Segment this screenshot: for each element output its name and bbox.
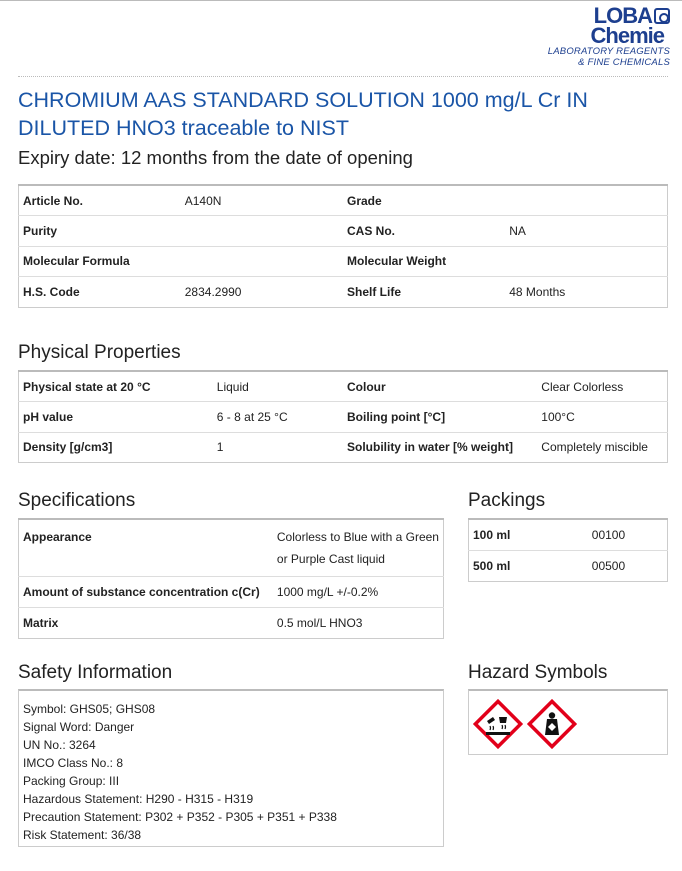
safety-line: IMCO Class No.: 8	[23, 756, 124, 770]
company-logo[interactable]	[510, 3, 670, 72]
property-value: Liquid	[216, 379, 249, 394]
logo-tagline1: LABORATORY REAGENTS	[547, 46, 670, 57]
specifications-heading: Specifications	[18, 490, 136, 511]
info-label: Purity	[19, 216, 181, 247]
table-row	[19, 577, 444, 608]
specifications-table	[18, 518, 444, 639]
info-label: Article No.	[23, 193, 84, 208]
table-row	[19, 519, 444, 577]
property-label: Boiling point [°C]	[343, 402, 537, 433]
corrosion-icon	[473, 699, 523, 749]
physical-properties-table	[18, 370, 668, 463]
table-row	[19, 277, 668, 308]
info-value	[181, 216, 343, 247]
info-value	[505, 185, 667, 216]
pack-size: 500 ml	[469, 550, 588, 581]
info-value: 48 Months	[505, 277, 667, 308]
property-label: Density [g/cm3]	[19, 432, 213, 463]
pack-size: 100 ml	[473, 527, 511, 542]
info-label: Molecular Weight	[343, 246, 505, 277]
safety-line: Symbol: GHS05; GHS08	[23, 702, 156, 716]
safety-line: Signal Word: Danger	[23, 720, 135, 734]
packings-heading: Packings	[468, 490, 546, 511]
info-label: Shelf Life	[343, 277, 505, 308]
safety-info-box	[18, 689, 444, 847]
property-value: Clear Colorless	[541, 379, 624, 394]
spec-label: Amount of substance concentration c(Cr)	[19, 577, 273, 608]
product-title: CHROMIUM AAS STANDARD SOLUTION 1000 mg/L Cr IN DILUTED HNO3 traceable to NIST	[18, 88, 588, 140]
table-row	[469, 550, 668, 581]
info-label: Grade	[347, 193, 382, 208]
info-value: A140N	[184, 193, 222, 208]
table-row	[19, 432, 668, 463]
spec-value: 0.5 mol/L HNO3	[273, 608, 444, 639]
table-row	[19, 608, 444, 639]
table-row	[19, 216, 668, 247]
property-value: 6 - 8 at 25 °C	[213, 402, 343, 433]
expiry-date: Expiry date: 12 months from the date of opening	[18, 147, 413, 168]
table-row	[19, 246, 668, 277]
property-label: pH value	[19, 402, 213, 433]
info-label: Molecular Formula	[19, 246, 181, 277]
spec-label: Matrix	[19, 608, 273, 639]
safety-line: Packing Group: III	[23, 774, 120, 788]
property-label: Colour	[346, 379, 386, 394]
safety-heading: Safety Information	[18, 662, 173, 683]
product-info-table	[18, 184, 668, 308]
logo-brand-line2: Chemie	[590, 23, 664, 48]
info-label: H.S. Code	[19, 277, 181, 308]
info-value: 2834.2990	[181, 277, 343, 308]
table-row	[469, 519, 668, 550]
property-value: Completely miscible	[537, 432, 667, 463]
safety-line: Risk Statement: 36/38	[23, 828, 142, 842]
info-value	[181, 246, 343, 277]
hazard-symbols-heading: Hazard Symbols	[468, 662, 608, 683]
health-hazard-icon	[527, 699, 577, 749]
pack-code: 00500	[588, 550, 668, 581]
info-value	[505, 246, 667, 277]
property-label: Solubility in water [% weight]	[343, 432, 537, 463]
hazard-symbols-box	[468, 689, 668, 755]
physical-properties-heading: Physical Properties	[18, 342, 181, 363]
logo-brand-line1: LOBA	[593, 3, 652, 28]
spec-value: Colorless to Blue with a Green or Purple Cast liquid	[276, 530, 439, 566]
packings-table	[468, 518, 668, 582]
logo-tagline2: & FINE CHEMICALS	[578, 57, 670, 68]
property-value: 1	[213, 432, 343, 463]
header-separator	[18, 76, 668, 77]
table-row	[19, 185, 668, 216]
info-label: CAS No.	[343, 216, 505, 247]
table-row	[19, 371, 668, 402]
property-value: 100°C	[537, 402, 667, 433]
info-value: NA	[505, 216, 667, 247]
spec-label: Appearance	[23, 530, 92, 544]
property-label: Physical state at 20 °C	[23, 379, 151, 394]
safety-line: Precaution Statement: P302 + P352 - P305 + P351 + P338	[23, 810, 337, 824]
safety-line: UN No.: 3264	[23, 738, 96, 752]
table-row	[19, 402, 668, 433]
spec-value: 1000 mg/L +/-0.2%	[273, 577, 444, 608]
pack-code: 00100	[591, 527, 626, 542]
top-border-line	[0, 0, 682, 1]
logo-mark-icon	[654, 8, 670, 24]
safety-line: Hazardous Statement: H290 - H315 - H319	[23, 792, 254, 806]
